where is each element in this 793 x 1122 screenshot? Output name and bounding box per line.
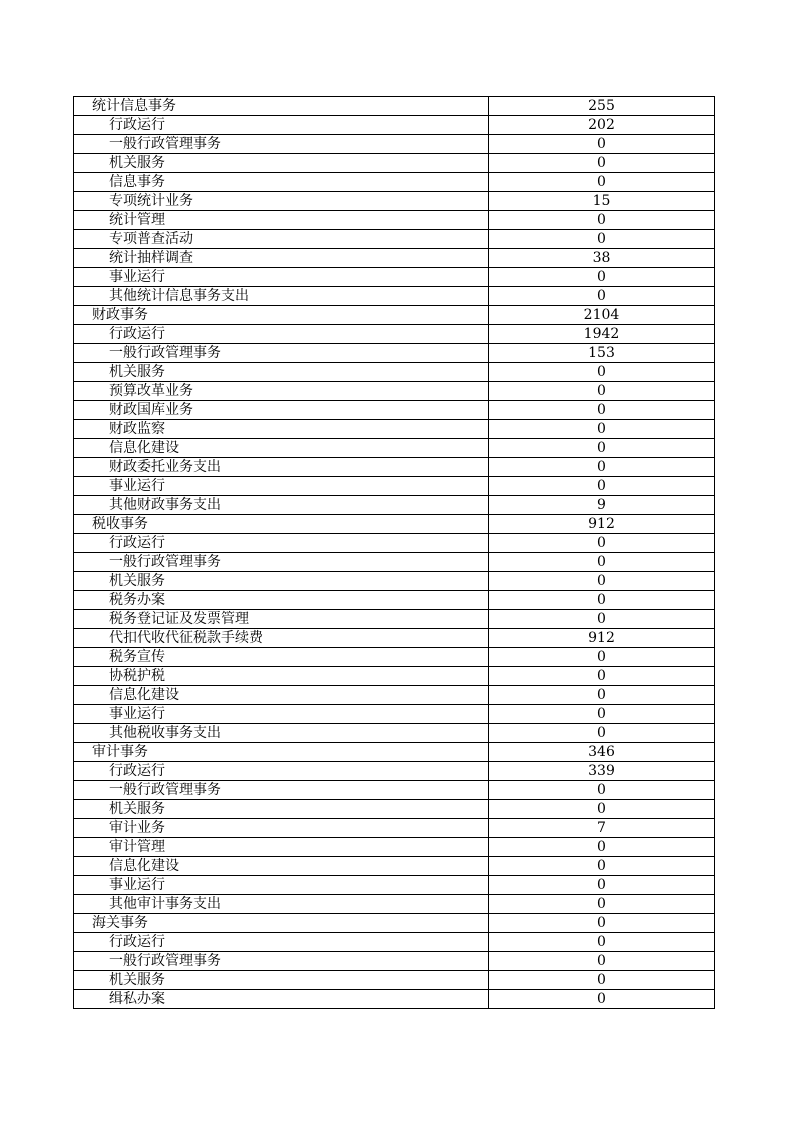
- item-name-cell: 其他审计事务支出: [74, 895, 489, 914]
- amount-cell: 9: [489, 496, 715, 515]
- item-name-cell: 事业运行: [74, 477, 489, 496]
- amount-cell: 0: [489, 477, 715, 496]
- amount-cell: 0: [489, 458, 715, 477]
- item-name-cell: 其他统计信息事务支出: [74, 287, 489, 306]
- item-name-cell: 信息化建设: [74, 857, 489, 876]
- subitem-row: [74, 268, 715, 287]
- item-name-cell: 信息化建设: [74, 439, 489, 458]
- subitem-row: [74, 344, 715, 363]
- subitem-row: [74, 857, 715, 876]
- amount-cell: 0: [489, 553, 715, 572]
- subitem-row: [74, 610, 715, 629]
- category-row: [74, 97, 715, 116]
- subitem-row: [74, 173, 715, 192]
- amount-cell: 0: [489, 876, 715, 895]
- subitem-row: [74, 534, 715, 553]
- item-name-cell: 信息化建设: [74, 686, 489, 705]
- item-name-cell: 机关服务: [74, 363, 489, 382]
- item-name-cell: 财政监察: [74, 420, 489, 439]
- amount-cell: 0: [489, 781, 715, 800]
- subitem-row: [74, 572, 715, 591]
- subitem-row: [74, 401, 715, 420]
- amount-cell: 7: [489, 819, 715, 838]
- item-name-cell: 一般行政管理事务: [74, 952, 489, 971]
- subitem-row: [74, 838, 715, 857]
- amount-cell: 0: [489, 363, 715, 382]
- subitem-row: [74, 762, 715, 781]
- amount-cell: 0: [489, 705, 715, 724]
- amount-cell: 346: [489, 743, 715, 762]
- subitem-row: [74, 724, 715, 743]
- subitem-row: [74, 192, 715, 211]
- amount-cell: 255: [489, 97, 715, 116]
- subitem-row: [74, 876, 715, 895]
- item-name-cell: 行政运行: [74, 933, 489, 952]
- item-name-cell: 审计管理: [74, 838, 489, 857]
- item-name-cell: 缉私办案: [74, 990, 489, 1009]
- item-name-cell: 机关服务: [74, 154, 489, 173]
- item-name-cell: 税务办案: [74, 591, 489, 610]
- subitem-row: [74, 667, 715, 686]
- amount-cell: 912: [489, 515, 715, 534]
- amount-cell: 202: [489, 116, 715, 135]
- item-name-cell: 行政运行: [74, 534, 489, 553]
- amount-cell: 0: [489, 230, 715, 249]
- amount-cell: 0: [489, 287, 715, 306]
- item-name-cell: 税收事务: [74, 515, 489, 534]
- amount-cell: 0: [489, 268, 715, 287]
- amount-cell: 0: [489, 724, 715, 743]
- subitem-row: [74, 800, 715, 819]
- category-row: [74, 306, 715, 325]
- item-name-cell: 行政运行: [74, 325, 489, 344]
- amount-cell: 1942: [489, 325, 715, 344]
- subitem-row: [74, 781, 715, 800]
- subitem-row: [74, 895, 715, 914]
- subitem-row: [74, 477, 715, 496]
- subitem-row: [74, 952, 715, 971]
- amount-cell: 15: [489, 192, 715, 211]
- amount-cell: 0: [489, 420, 715, 439]
- amount-cell: 0: [489, 971, 715, 990]
- item-name-cell: 事业运行: [74, 876, 489, 895]
- item-name-cell: 审计业务: [74, 819, 489, 838]
- amount-cell: 0: [489, 173, 715, 192]
- subitem-row: [74, 116, 715, 135]
- item-name-cell: 行政运行: [74, 116, 489, 135]
- subitem-row: [74, 249, 715, 268]
- subitem-row: [74, 154, 715, 173]
- subitem-row: [74, 819, 715, 838]
- subitem-row: [74, 971, 715, 990]
- subitem-row: [74, 382, 715, 401]
- amount-cell: 0: [489, 648, 715, 667]
- subitem-row: [74, 420, 715, 439]
- amount-cell: 38: [489, 249, 715, 268]
- item-name-cell: 统计信息事务: [74, 97, 489, 116]
- subitem-row: [74, 211, 715, 230]
- amount-cell: 0: [489, 401, 715, 420]
- subitem-row: [74, 933, 715, 952]
- item-name-cell: 信息事务: [74, 173, 489, 192]
- item-name-cell: 其他财政事务支出: [74, 496, 489, 515]
- category-row: [74, 515, 715, 534]
- item-name-cell: 机关服务: [74, 572, 489, 591]
- item-name-cell: 机关服务: [74, 971, 489, 990]
- subitem-row: [74, 325, 715, 344]
- item-name-cell: 税务宣传: [74, 648, 489, 667]
- category-row: [74, 914, 715, 933]
- subitem-row: [74, 591, 715, 610]
- amount-cell: 0: [489, 800, 715, 819]
- amount-cell: 0: [489, 914, 715, 933]
- item-name-cell: 一般行政管理事务: [74, 344, 489, 363]
- amount-cell: 0: [489, 534, 715, 553]
- amount-cell: 0: [489, 211, 715, 230]
- item-name-cell: 统计管理: [74, 211, 489, 230]
- amount-cell: 0: [489, 439, 715, 458]
- expenditure-table: [73, 96, 715, 1009]
- amount-cell: 0: [489, 952, 715, 971]
- subitem-row: [74, 287, 715, 306]
- amount-cell: 0: [489, 686, 715, 705]
- amount-cell: 0: [489, 838, 715, 857]
- item-name-cell: 一般行政管理事务: [74, 135, 489, 154]
- item-name-cell: 财政国库业务: [74, 401, 489, 420]
- amount-cell: 0: [489, 857, 715, 876]
- subitem-row: [74, 705, 715, 724]
- item-name-cell: 专项统计业务: [74, 192, 489, 211]
- item-name-cell: 事业运行: [74, 705, 489, 724]
- item-name-cell: 其他税收事务支出: [74, 724, 489, 743]
- amount-cell: 2104: [489, 306, 715, 325]
- item-name-cell: 统计抽样调查: [74, 249, 489, 268]
- item-name-cell: 一般行政管理事务: [74, 553, 489, 572]
- amount-cell: 0: [489, 154, 715, 173]
- item-name-cell: 代扣代收代征税款手续费: [74, 629, 489, 648]
- subitem-row: [74, 458, 715, 477]
- amount-cell: 0: [489, 572, 715, 591]
- subitem-row: [74, 230, 715, 249]
- amount-cell: 0: [489, 610, 715, 629]
- amount-cell: 0: [489, 667, 715, 686]
- subitem-row: [74, 629, 715, 648]
- subitem-row: [74, 990, 715, 1009]
- amount-cell: 0: [489, 135, 715, 154]
- amount-cell: 339: [489, 762, 715, 781]
- item-name-cell: 机关服务: [74, 800, 489, 819]
- category-row: [74, 743, 715, 762]
- amount-cell: 0: [489, 591, 715, 610]
- amount-cell: 0: [489, 990, 715, 1009]
- subitem-row: [74, 686, 715, 705]
- amount-cell: 912: [489, 629, 715, 648]
- item-name-cell: 行政运行: [74, 762, 489, 781]
- item-name-cell: 财政事务: [74, 306, 489, 325]
- item-name-cell: 事业运行: [74, 268, 489, 287]
- subitem-row: [74, 496, 715, 515]
- item-name-cell: 专项普查活动: [74, 230, 489, 249]
- item-name-cell: 预算改革业务: [74, 382, 489, 401]
- item-name-cell: 协税护税: [74, 667, 489, 686]
- amount-cell: 0: [489, 895, 715, 914]
- item-name-cell: 财政委托业务支出: [74, 458, 489, 477]
- table-body: [74, 97, 715, 1009]
- subitem-row: [74, 363, 715, 382]
- subitem-row: [74, 135, 715, 154]
- subitem-row: [74, 439, 715, 458]
- amount-cell: 0: [489, 382, 715, 401]
- item-name-cell: 审计事务: [74, 743, 489, 762]
- item-name-cell: 海关事务: [74, 914, 489, 933]
- subitem-row: [74, 648, 715, 667]
- subitem-row: [74, 553, 715, 572]
- amount-cell: 153: [489, 344, 715, 363]
- item-name-cell: 一般行政管理事务: [74, 781, 489, 800]
- amount-cell: 0: [489, 933, 715, 952]
- item-name-cell: 税务登记证及发票管理: [74, 610, 489, 629]
